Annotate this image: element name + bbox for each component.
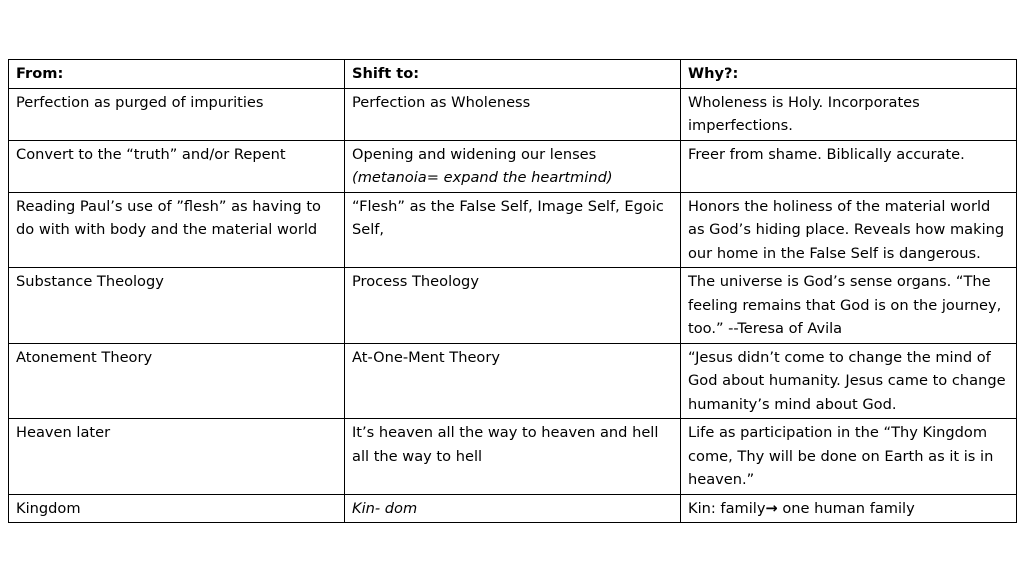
arrow-right-icon: → (765, 499, 778, 517)
cell-why: Freer from shame. Biblically accurate. (681, 140, 1017, 192)
cell-shift-to: Kin- dom (345, 494, 681, 523)
cell-from: Atonement Theory (9, 343, 345, 419)
table-row (9, 88, 1017, 140)
cell-why: Honors the holiness of the material world as God’s hiding place. Reveals how making our home in the False Self is dangerous. (681, 192, 1017, 268)
cell-from: Heaven later (9, 419, 345, 495)
header-from: From: (9, 60, 345, 89)
cell-shift-to: It’s heaven all the way to heaven and hell all the way to hell (345, 419, 681, 495)
shift-note: (metanoia= expand the heartmind) (352, 169, 613, 186)
header-row (9, 60, 1017, 89)
cell-from: Convert to the “truth” and/or Repent (9, 140, 345, 192)
table-row (9, 343, 1017, 419)
paradigm-shift-table (8, 59, 1017, 523)
cell-shift-to: Process Theology (345, 268, 681, 344)
cell-why: “Jesus didn’t come to change the mind of God about humanity. Jesus came to change humanity’s mind about God. (681, 343, 1017, 419)
table-body (9, 88, 1017, 523)
table-header (9, 60, 1017, 89)
cell-shift-to: “Flesh” as the False Self, Image Self, Egoic Self, (345, 192, 681, 268)
table-row (9, 140, 1017, 192)
cell-why (681, 494, 1017, 523)
header-shift-to: Shift to: (345, 60, 681, 89)
cell-why: Life as participation in the “Thy Kingdom come, Thy will be done on Earth as it is in heaven.” (681, 419, 1017, 495)
table-row (9, 494, 1017, 523)
cell-shift-to (345, 140, 681, 192)
why-prefix: Kin: family (688, 499, 766, 517)
cell-shift-to: Perfection as Wholeness (345, 88, 681, 140)
cell-from: Substance Theology (9, 268, 345, 344)
header-why: Why?: (681, 60, 1017, 89)
table-row (9, 192, 1017, 268)
cell-from: Kingdom (9, 494, 345, 523)
cell-why: Wholeness is Holy. Incorporates imperfections. (681, 88, 1017, 140)
cell-shift-to: At-One-Ment Theory (345, 343, 681, 419)
cell-from: Perfection as purged of impurities (9, 88, 345, 140)
cell-from: Reading Paul’s use of ”flesh” as having to do with with body and the material world (9, 192, 345, 268)
shift-text: Opening and widening our lenses (352, 145, 597, 163)
cell-why: The universe is God’s sense organs. “The feeling remains that God is on the journey, too.” --Teresa of Avila (681, 268, 1017, 344)
why-suffix: one human family (777, 499, 915, 517)
table-row (9, 419, 1017, 495)
table-row (9, 268, 1017, 344)
